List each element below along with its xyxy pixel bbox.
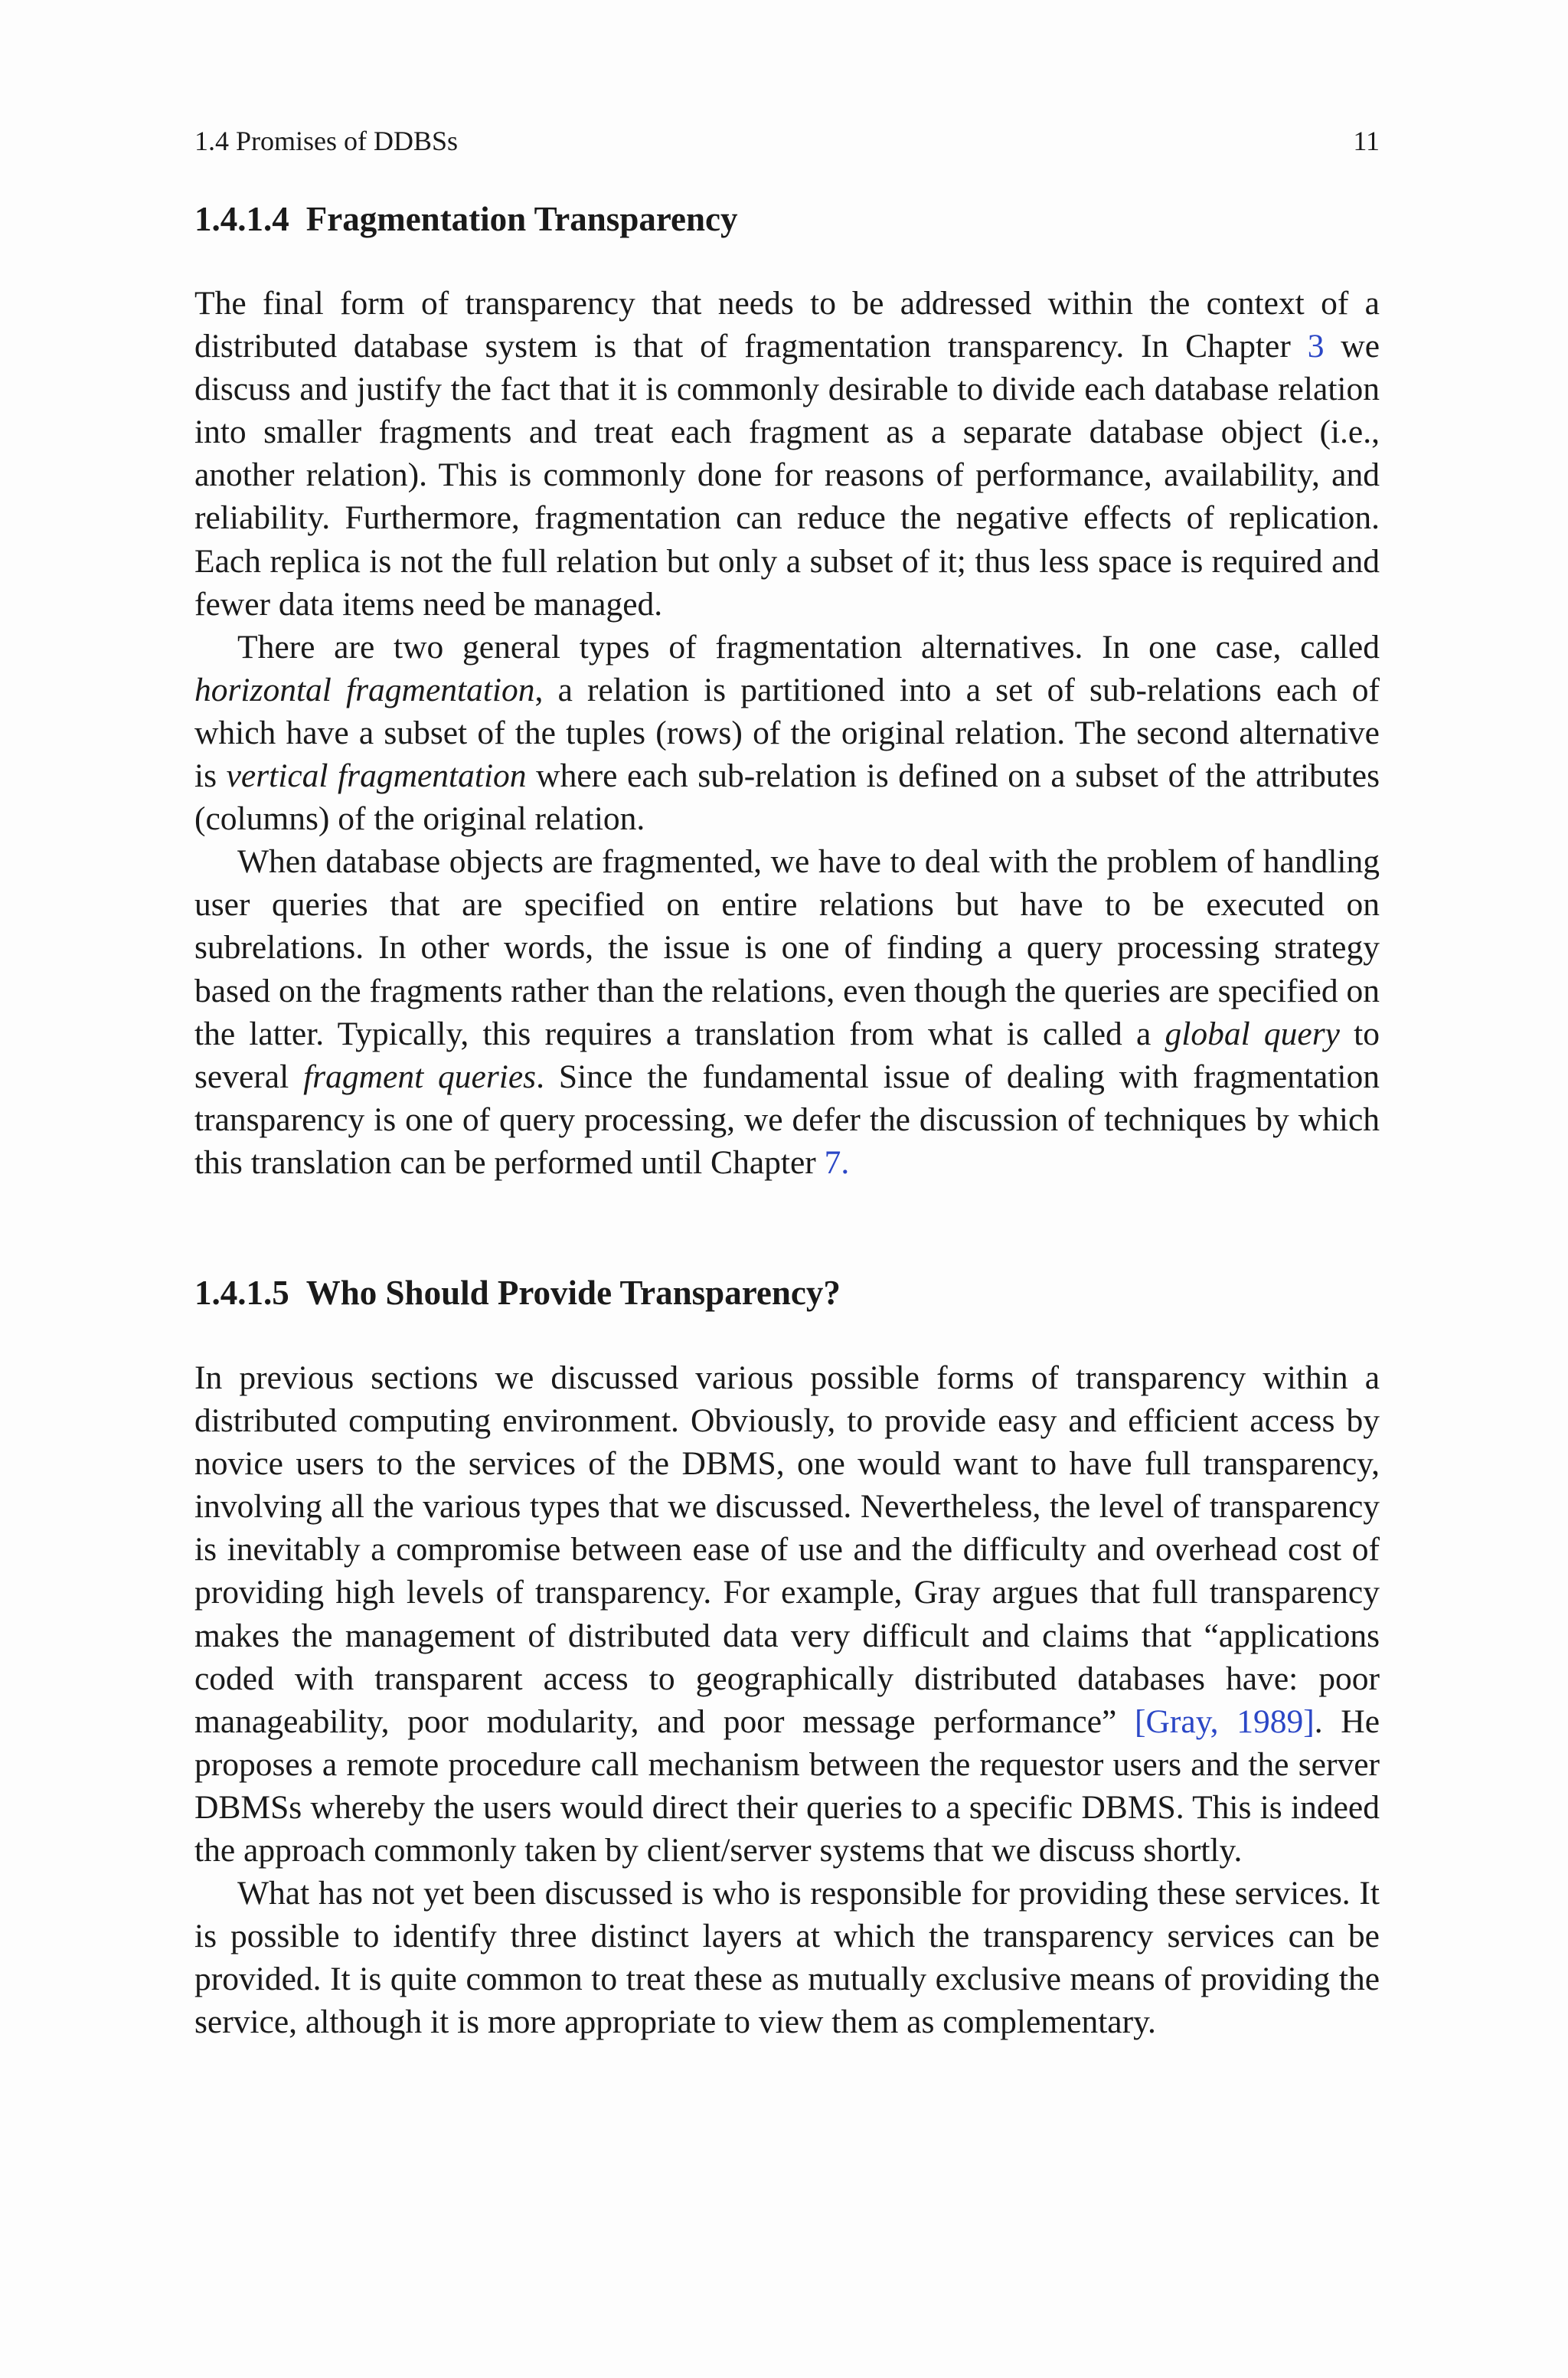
- chapter-7-link[interactable]: 7.: [824, 1143, 850, 1181]
- paragraph: [194, 1356, 1380, 1872]
- page-body: [194, 196, 1380, 2043]
- gray-1989-citation-link[interactable]: [Gray, 1989]: [1135, 1703, 1315, 1740]
- text-run: In previous sections we discussed various possible forms of transparency within a distributed computing environment. Obviously, to provide easy and efficient access by novice users to the services of the DBMS, one would want to have full transparency, involving all the various types that we discussed. Nevertheless, the level of transparency is inevitably a compromise between ease of use and the difficulty and overhead cost of providing high levels of transparency. For example, Gray argues that full transparency makes the management of distributed data very difficult and claims that “applications coded with transparent access to geographically distributed databases have: poor manageability, poor modularity, and poor message performance”: [194, 1359, 1380, 1740]
- section-title: Fragmentation Transparency: [305, 200, 738, 238]
- text-run: The final form of transparency that needs to be addressed within the context of a distributed database system is that of fragmentation transparency. In Chapter: [194, 285, 1380, 365]
- section-heading-who-should-provide-transparency: [194, 1270, 1380, 1316]
- chapter-3-link[interactable]: 3: [1307, 328, 1325, 365]
- text-run: , a relation is partitioned into a set of sub-relations each of which have a subset of the tuples (rows) of the original relation. The second alternative is: [194, 671, 1380, 795]
- section-number: 1.4.1.4: [194, 200, 289, 238]
- text-run: . He proposes a remote procedure call mechanism between the requestor users and the server DBMSs whereby the users would direct their queries to a specific DBMS. This is indeed the approach commonly taken by client/server systems that we discuss shortly.: [194, 1703, 1380, 1869]
- running-head-section: 1.4 Promises of DDBSs: [194, 126, 459, 156]
- text-run: where each sub-relation is defined on a subset of the attributes (columns) of the original relation.: [194, 757, 1380, 838]
- section-title: Who Should Provide Transparency?: [305, 1273, 841, 1312]
- emphasis-term: global query: [1165, 1015, 1340, 1052]
- paragraph: [194, 1872, 1380, 2043]
- emphasis-term: horizontal fragmentation: [194, 671, 535, 708]
- text-run: . Since the fundamental issue of dealing with fragmentation transparency is one of query processing, we defer the discussion of techniques by which this translation can be performed until Chapter: [194, 1058, 1380, 1181]
- running-head: [194, 123, 1380, 159]
- paragraph: [194, 282, 1380, 626]
- paragraph: [194, 840, 1380, 1184]
- section-heading-fragmentation-transparency: [194, 196, 1380, 242]
- section-number: 1.4.1.5: [194, 1273, 289, 1312]
- text-run: we discuss and justify the fact that it is commonly desirable to divide each database relation into smaller fragments and treat each fragment as a separate database object (i.e., another relation). This is commonly done for reasons of performance, availability, and reliability. Furthermore, fragmentation can reduce the negative effects of replication. Each replica is not the full relation but only a subset of it; thus less space is required and fewer data items need be managed.: [194, 328, 1380, 623]
- text-run: There are two general types of fragmentation alternatives. In one case, called: [237, 628, 1380, 666]
- emphasis-term: fragment queries: [303, 1058, 537, 1095]
- page-number: 11: [1353, 126, 1380, 156]
- paragraph: [194, 626, 1380, 840]
- text-run: When database objects are fragmented, we have to deal with the problem of handling user queries that are specified on entire relations but have to be executed on subrelations. In other words, the issue is one of finding a query processing strategy based on the fragments rather than the relations, even though the queries are specified on the latter. Typically, this requires a translation from what is called a: [194, 843, 1380, 1052]
- emphasis-term: vertical fragmentation: [226, 757, 527, 795]
- text-run: to several: [194, 1015, 1380, 1095]
- text-run: What has not yet been discussed is who is responsible for providing these services. It is possible to identify three distinct layers at which the transparency services can be provided. It is quite common to treat these as mutually exclusive means of providing the service, although it is more appropriate to view them as complementary.: [194, 1875, 1380, 2041]
